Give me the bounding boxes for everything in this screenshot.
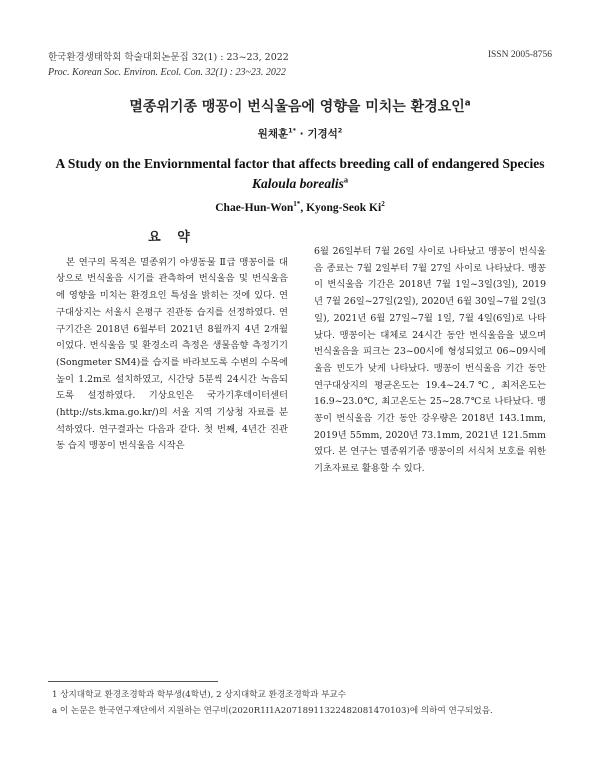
author-2-ko: 기경석 [307, 128, 338, 140]
journal-citation [48, 50, 289, 80]
author-2-en: Kyong-Seok Ki [306, 202, 382, 214]
journal-citation-en: Proc. Korean Soc. Environ. Ecol. Con. 32(1) : 23~23. 2022 [48, 67, 286, 78]
abstract-text-right: 6월 26일부터 7월 26일 사이로 나타났고 맹꽁이 번식울음 종료는 7월 2일부터 7월 27일 사이로 나타났다. 맹꽁이 번식울음 기간은 2018년 7월 1일~3일(3일), 2019년 7월 26일~27일(2일), 2020년 6월 30일~7월 2일(3일), 2021년 6월 27일~7월 1일, 7월 4일(6일)로 나타났다. 맹꽁이는 대체로 24시간 동안 번식울음을 냈으며 번식울음을 피크는 23~00시에 형성되었고 06~09시에 울음 빈도가 낮게 나타났다. 맹꽁이 번식울음 기간 동안 연구대상지의 평균온도는 19.4~24.7℃, 최저온도는 16.9~23.0℃, 최고온도는 25~28.7℃로 나타났다. 맹꽁이 번식울음 기간 동안 강우량은 2018년 143.1mm, 2019년 55mm, 2020년 73.1mm, 2021년 121.5mm였다. 본 연구는 멸종위기종 맹꽁이의 서식처 보호를 위한 기초자료로 활용할 수 있다. [314, 246, 546, 475]
footnote-affiliations: 1 상지대학교 환경조경학과 학부생(4학년), 2 상지대학교 환경조경학과 부교수 [52, 690, 347, 700]
author-1-en-mark: 1* [293, 200, 301, 209]
authors-ko [0, 126, 600, 141]
footnote-funding: a 이 논문은 한국연구재단에서 지원하는 연구비(2020R1I1A2071891132248​2081470103)에 의하여 연구되었음. [52, 706, 493, 716]
author-1-ko-mark: 1* [288, 126, 297, 135]
footnote-divider [48, 681, 218, 682]
footnotes [52, 687, 493, 719]
journal-citation-ko: 한국환경생태학회 학술대회논문집 32(1) : 23~23, 2022 [48, 52, 289, 63]
title-ko-footnote-mark: a [464, 98, 471, 109]
author-2-ko-mark: 2 [337, 126, 343, 135]
title-en-footnote-mark: a [343, 175, 349, 185]
author-2-en-mark: 2 [381, 200, 385, 209]
author-separator-ko: · [296, 128, 308, 140]
abstract-right-column [314, 244, 546, 478]
paper-title-ko-text: 멸종위기종 맹꽁이 번식울음에 영향을 미치는 환경요인 [129, 99, 465, 115]
abstract-left-column [56, 230, 288, 455]
paper-title-en [0, 154, 600, 194]
paper-title-ko [0, 96, 600, 116]
issn: ISSN 2005-8756 [487, 50, 552, 60]
species-name: Kaloula borealis [251, 176, 344, 191]
author-separator-en: , [300, 202, 307, 214]
author-1-en: Chae-Hun-Won [215, 202, 294, 214]
paper-title-en-line1: A Study on the Enviornmental factor that affects breeding call of endangered Species [55, 156, 545, 171]
authors-en [0, 202, 600, 214]
author-1-ko: 원채훈 [257, 128, 289, 140]
abstract-text-left: 본 연구의 목적은 멸종위기 야생동물 Ⅱ급 맹꽁이를 대상으로 번식울음 시기를 관측하여 번식울음 및 번식울음에 영향을 미치는 환경요인 특성을 밝히는 것에 있다. 연구대상지는 서울시 은평구 진관동 습지를 선정하였다. 연구기간은 2018년 6월부터 2021년 8월까지 4년 2개월이었다. 번식울음 및 환경소리 측정은 생물음향 측정기기(Songmeter SM4)를 습지를 바라보도록 수변의 수목에 높이 1.2m로 설치하였고, 시간당 5분씩 24시간 녹음되도록 설정하였다. 기상요인은 국가기후데이터센터(http://sts.kma.go.kr/)의 서울 지역 기상청 자료를 분석하였다. 연구결과는 다음과 같다. 첫 번째, 4년간 진관동 습지 맹꽁이 번식울음 시작은 [56, 256, 288, 452]
abstract-heading: 요 약 [148, 230, 196, 245]
